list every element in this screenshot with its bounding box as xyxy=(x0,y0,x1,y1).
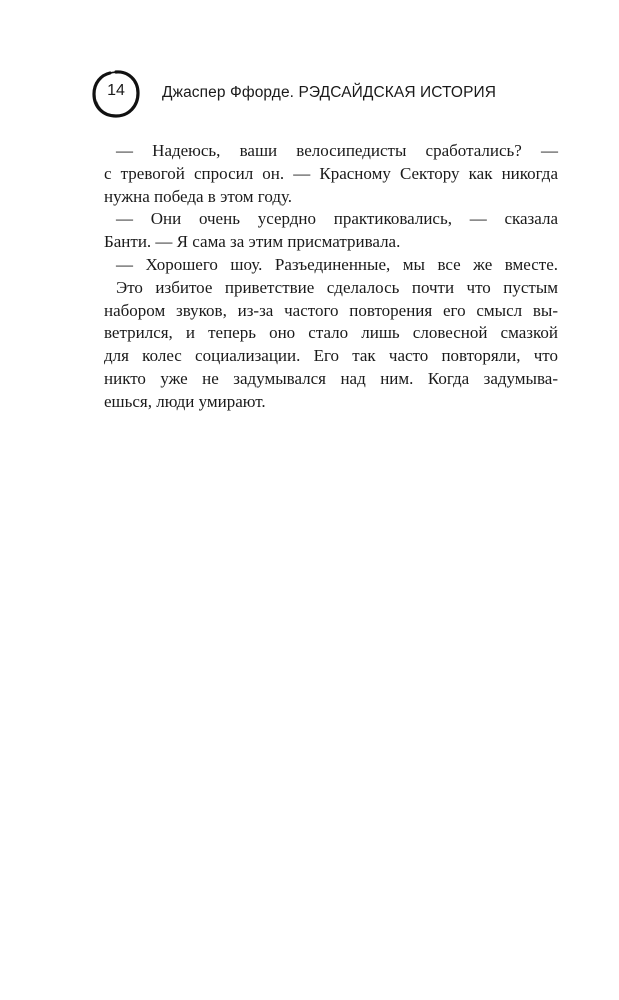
text-line: для колес социализации. Его так часто повторяли, что xyxy=(104,346,558,366)
text-line: — Хорошего шоу. Разъединенные, мы все же вместе. xyxy=(116,254,558,274)
text-line: с тревогой спросил он. — Красному Сектору как никогда xyxy=(104,163,558,183)
page-number: 14 xyxy=(107,82,125,99)
text-line: Банти. — Я сама за этим присматривала. xyxy=(104,232,401,252)
running-head: Джаспер Ффорде. РЭДСАЙДСКАЯ ИСТОРИЯ xyxy=(162,84,497,101)
text-line: — Надеюсь, ваши велосипедисты сработались? — xyxy=(116,141,558,160)
text-line: — Они очень усердно практиковались, — сказала xyxy=(116,209,558,229)
text-line: набором звуков, из-за частого повторения его смысл вы- xyxy=(104,300,558,320)
text-line: нужна победа в этом году. xyxy=(104,186,293,206)
text-line: Это избитое приветствие сделалось почти что пустым xyxy=(116,277,558,297)
text-line: никто уже не задумывался над ним. Когда задумыва- xyxy=(104,368,558,388)
text-line: ветрился, и теперь оно стало лишь словесной смазкой xyxy=(104,323,558,343)
page-header xyxy=(90,68,550,120)
body-text xyxy=(104,140,558,414)
text-line: ешься, люди умирают. xyxy=(104,391,266,411)
